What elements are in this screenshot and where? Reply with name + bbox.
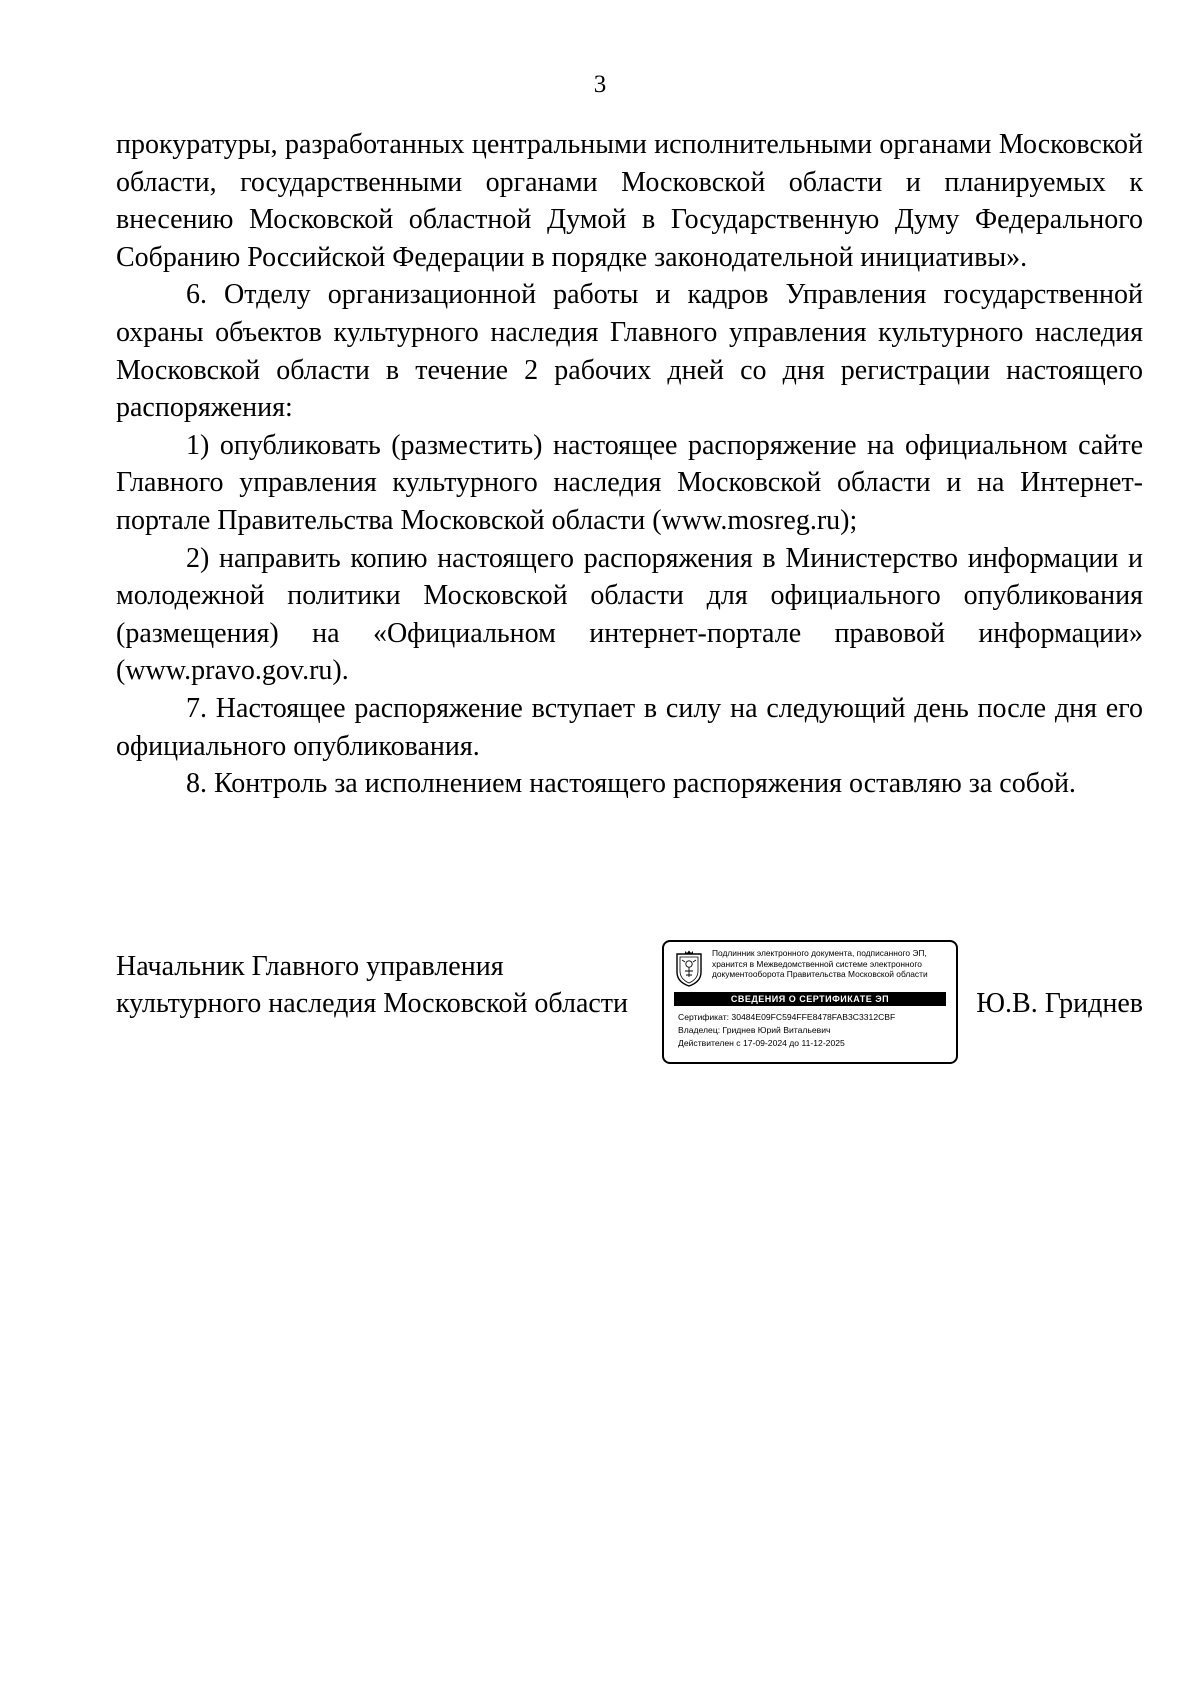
paragraph-subitem-2: 2) направить копию настоящего распоряжения в Министерство информации и молодежной политики Московской области для официального опубликования (размещения) на «Официальном интернет-портале правовой информации» (www.pravo.gov.ru). [116, 542, 1143, 687]
electronic-signature-stamp [662, 940, 958, 1064]
stamp-notice-line-3: документооборота Правительства Московской области [712, 969, 928, 979]
signer-position-line-2: культурного наследия Московской области [116, 988, 629, 1019]
signer-position-line-1: Начальник Главного управления [116, 951, 504, 982]
signature-block [116, 940, 1143, 1080]
coat-of-arms-icon [674, 950, 704, 988]
signer-name: Ю.В. Гриднев [976, 988, 1143, 1019]
paragraph-item-6: 6. Отделу организационной работы и кадров Управления государственной охраны объектов культурного наследия Главного управления культурного наследия Московской области в течение 2 рабочих дней со дня регистрации настоящего распоряжения: [116, 279, 1143, 424]
stamp-header: СВЕДЕНИЯ О СЕРТИФИКАТЕ ЭП [674, 992, 946, 1006]
stamp-validity: Действителен с 17-09-2024 до 11-12-2025 [678, 1038, 845, 1048]
stamp-notice [712, 948, 952, 980]
paragraph-subitem-1: 1) опубликовать (разместить) настоящее распоряжение на официальном сайте Главного управления культурного наследия Московской области и на Интернет-портале Правительства Московской области (www.mosreg.ru); [116, 429, 1143, 536]
document-body [116, 126, 1143, 803]
paragraph-item-7: 7. Настоящее распоряжение вступает в силу на следующий день после дня его официального опубликования. [116, 692, 1143, 762]
stamp-owner: Владелец: Гриднев Юрий Витальевич [678, 1025, 831, 1035]
stamp-notice-line-2: хранится в Межведомственной системе электронного [712, 958, 922, 969]
stamp-notice-line-1: Подлинник электронного документа, подписанного ЭП, [712, 948, 927, 958]
signer-position [116, 948, 628, 1022]
page-number: 3 [593, 71, 607, 98]
paragraph-continuation: прокуратуры, разработанных центральными исполнительными органами Московской области, государственными органами Московской области и планируемых к внесению Московской областной Думой в Государственную Думу Федерального Собранию Российской Федерации в порядке законодательной инициативы». [116, 129, 1143, 273]
stamp-certificate: Сертификат: 30484E09FC594FFE8478FAB3C3312CBF [678, 1012, 896, 1022]
paragraph-item-8: 8. Контроль за исполнением настоящего распоряжения оставляю за собой. [186, 768, 1076, 800]
